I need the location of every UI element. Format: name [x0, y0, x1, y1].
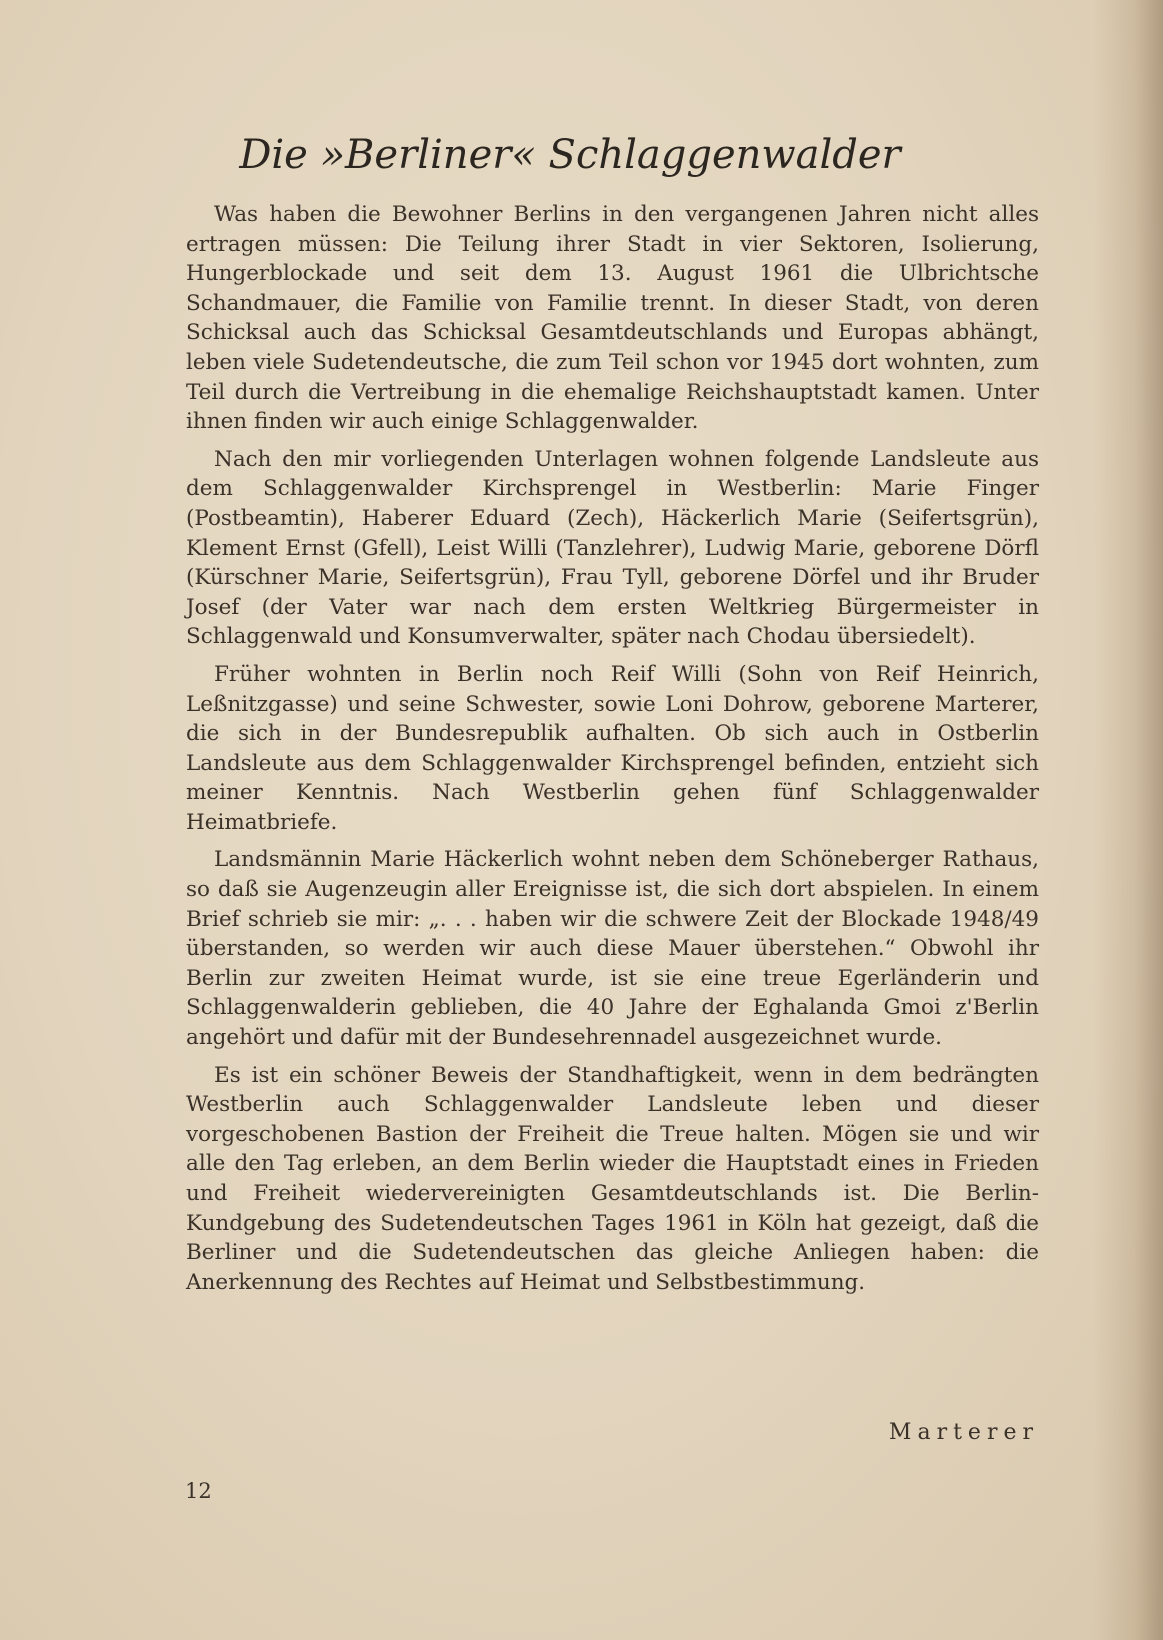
- article-body: [186, 200, 1039, 1305]
- paragraph: Nach den mir vorliegenden Unterlagen wohnen folgende Landsleute aus dem Schlaggenwalder Kirchsprengel in Westberlin: Marie Finger (Postbeamtin), Haberer Eduard (Zech), Häckerlich Marie (Seifertsgrün), Klement Ernst (Gfell), Leist Willi (Tanzlehrer), Ludwig Marie, geborene Dörfl (Kürschner Marie, Seifertsgrün), Frau Tyll, geborene Dörfel und ihr Bruder Josef (der Vater war nach dem ersten Weltkrieg Bürgermeister in Schlaggenwald und Konsumverwalter, später nach Chodau übersiedelt).: [186, 446, 1039, 650]
- paragraph: Es ist ein schöner Beweis der Standhaftigkeit, wenn in dem bedrängten Westberlin auch Schlaggenwalder Landsleute leben und dieser vorgeschobenen Bastion der Freiheit die Treue halten. Mögen sie und wir alle den Tag erleben, an dem Berlin wieder die Hauptstadt eines in Frieden und Freiheit wiedervereinigten Gesamtdeutschlands ist. Die Berlin-Kundgebung des Sudetendeutschen Tages 1961 in Köln hat gezeigt, daß die Berliner und die Sudetendeutschen das gleiche Anliegen haben: die Anerkennung des Rechtes auf Heimat und Selbstbestimmung.: [186, 1062, 1039, 1295]
- paragraph: Was haben die Bewohner Berlins in den vergangenen Jahren nicht alles ertragen müssen: Die Teilung ihrer Stadt in vier Sektoren, Isolierung, Hungerblockade und seit dem 13. August 1961 die Ulbrichtsche Schandmauer, die Familie von Familie trennt. In dieser Stadt, von deren Schicksal auch das Schicksal Gesamtdeutschlands und Europas abhängt, leben viele Sudetendeutsche, die zum Teil schon vor 1945 dort wohnten, zum Teil durch die Vertreibung in die ehemalige Reichshauptstadt kamen. Unter ihnen finden wir auch einige Schlaggenwalder.: [186, 202, 1039, 435]
- paragraph: Landsmännin Marie Häckerlich wohnt neben dem Schöneberger Rathaus, so daß sie Augenzeugin aller Ereignisse ist, die sich dort abspielen. In einem Brief schrieb sie mir: „. . . haben wir die schwere Zeit der Blockade 1948/49 überstanden, so werden wir auch diese Mauer überstehen.“ Obwohl ihr Berlin zur zweiten Heimat wurde, ist sie eine treue Egerländerin und Schlaggenwalderin geblieben, die 40 Jahre der Eghalanda Gmoi z'Berlin angehört und dafür mit der Bundesehrennadel ausgezeichnet wurde.: [186, 847, 1039, 1051]
- author-signature: Marterer: [888, 1420, 1039, 1445]
- page-number: 12: [185, 1479, 212, 1503]
- article-title: Die »Berliner« Schlaggenwalder: [239, 132, 901, 178]
- paragraph: Früher wohnten in Berlin noch Reif Willi (Sohn von Reif Heinrich, Leßnitzgasse) und seine Schwester, sowie Loni Dohrow, geborene Marterer, die sich in der Bundesrepublik aufhalten. Ob sich auch in Ostberlin Landsleute aus dem Schlaggenwalder Kirchsprengel befinden, entzieht sich meiner Kenntnis. Nach Westberlin gehen fünf Schlaggenwalder Heimatbriefe.: [186, 661, 1039, 835]
- page-edge-shadow: [1093, 0, 1163, 1640]
